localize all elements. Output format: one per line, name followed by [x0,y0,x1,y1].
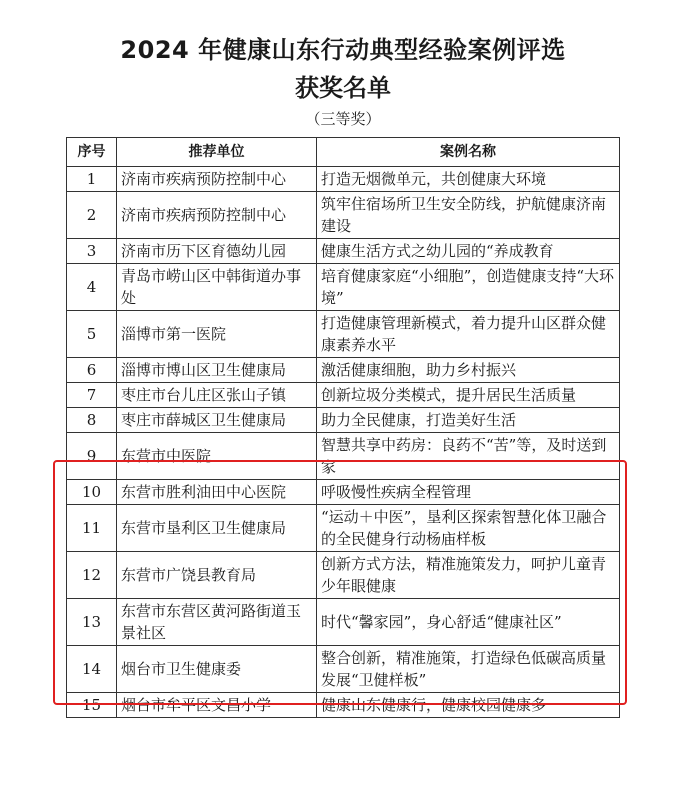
table-row [67,311,620,358]
row-case: 创新方式方法，精准施策发力，呵护儿童青少年眼健康 [317,552,620,599]
row-unit: 济南市疾病预防控制中心 [117,192,317,239]
row-case: 时代“馨家园”，身心舒适“健康社区” [317,599,620,646]
table-row [67,264,620,311]
table-row [67,480,620,505]
row-number: 9 [67,433,117,480]
row-case: 健康山东健康行，健康校园健康多 [317,693,620,718]
row-number: 4 [67,264,117,311]
document-title: 2024 年健康山东行动典型经验案例评选 [120,36,566,64]
row-number: 3 [67,239,117,264]
row-case: 呼吸慢性疾病全程管理 [317,480,620,505]
award-level-subtitle: （三等奖） [305,110,381,128]
row-case: “运动＋中医”，垦利区探索智慧化体卫融合的全民健身行动杨庙样板 [317,505,620,552]
table-row [67,383,620,408]
table-row [67,167,620,192]
row-number: 7 [67,383,117,408]
header-number: 序号 [67,138,117,167]
row-number: 12 [67,552,117,599]
row-unit: 东营市东营区黄河路街道玉景社区 [117,599,317,646]
table-row [67,192,620,239]
row-case: 助力全民健康，打造美好生活 [317,408,620,433]
row-unit: 济南市历下区育德幼儿园 [117,239,317,264]
row-number: 6 [67,358,117,383]
row-number: 14 [67,646,117,693]
row-case: 创新垃圾分类模式，提升居民生活质量 [317,383,620,408]
table-row [67,408,620,433]
row-number: 2 [67,192,117,239]
award-list-table [66,137,620,718]
row-case: 健康生活方式之幼儿园的“养成教育 [317,239,620,264]
row-unit: 青岛市崂山区中韩街道办事处 [117,264,317,311]
table-row [67,358,620,383]
row-number: 5 [67,311,117,358]
row-number: 15 [67,693,117,718]
header-unit: 推荐单位 [117,138,317,167]
row-case: 打造无烟微单元，共创健康大环境 [317,167,620,192]
table-row [67,433,620,480]
row-number: 10 [67,480,117,505]
table-row [67,646,620,693]
row-case: 激活健康细胞，助力乡村振兴 [317,358,620,383]
table-row [67,552,620,599]
row-unit: 烟台市牟平区文昌小学 [117,693,317,718]
row-unit: 东营市垦利区卫生健康局 [117,505,317,552]
row-number: 13 [67,599,117,646]
row-unit: 枣庄市台儿庄区张山子镇 [117,383,317,408]
row-unit: 淄博市第一医院 [117,311,317,358]
row-unit: 东营市广饶县教育局 [117,552,317,599]
row-case: 打造健康管理新模式，着力提升山区群众健康素养水平 [317,311,620,358]
table-row [67,505,620,552]
row-unit: 淄博市博山区卫生健康局 [117,358,317,383]
document-title-line2: 获奖名单 [295,74,391,102]
row-number: 1 [67,167,117,192]
row-number: 8 [67,408,117,433]
row-case: 智慧共享中药房：良药不“苦”等，及时送到家 [317,433,620,480]
table-row [67,693,620,718]
row-unit: 济南市疾病预防控制中心 [117,167,317,192]
row-unit: 烟台市卫生健康委 [117,646,317,693]
table-row [67,599,620,646]
row-unit: 东营市中医院 [117,433,317,480]
header-case: 案例名称 [317,138,620,167]
row-unit: 枣庄市薛城区卫生健康局 [117,408,317,433]
row-case: 筑牢住宿场所卫生安全防线，护航健康济南建设 [317,192,620,239]
row-number: 11 [67,505,117,552]
table-row [67,239,620,264]
table-header-row [67,138,620,167]
row-case: 整合创新，精准施策，打造绿色低碳高质量发展“卫健样板” [317,646,620,693]
row-case: 培育健康家庭“小细胞”，创造健康支持“大环境” [317,264,620,311]
row-unit: 东营市胜利油田中心医院 [117,480,317,505]
